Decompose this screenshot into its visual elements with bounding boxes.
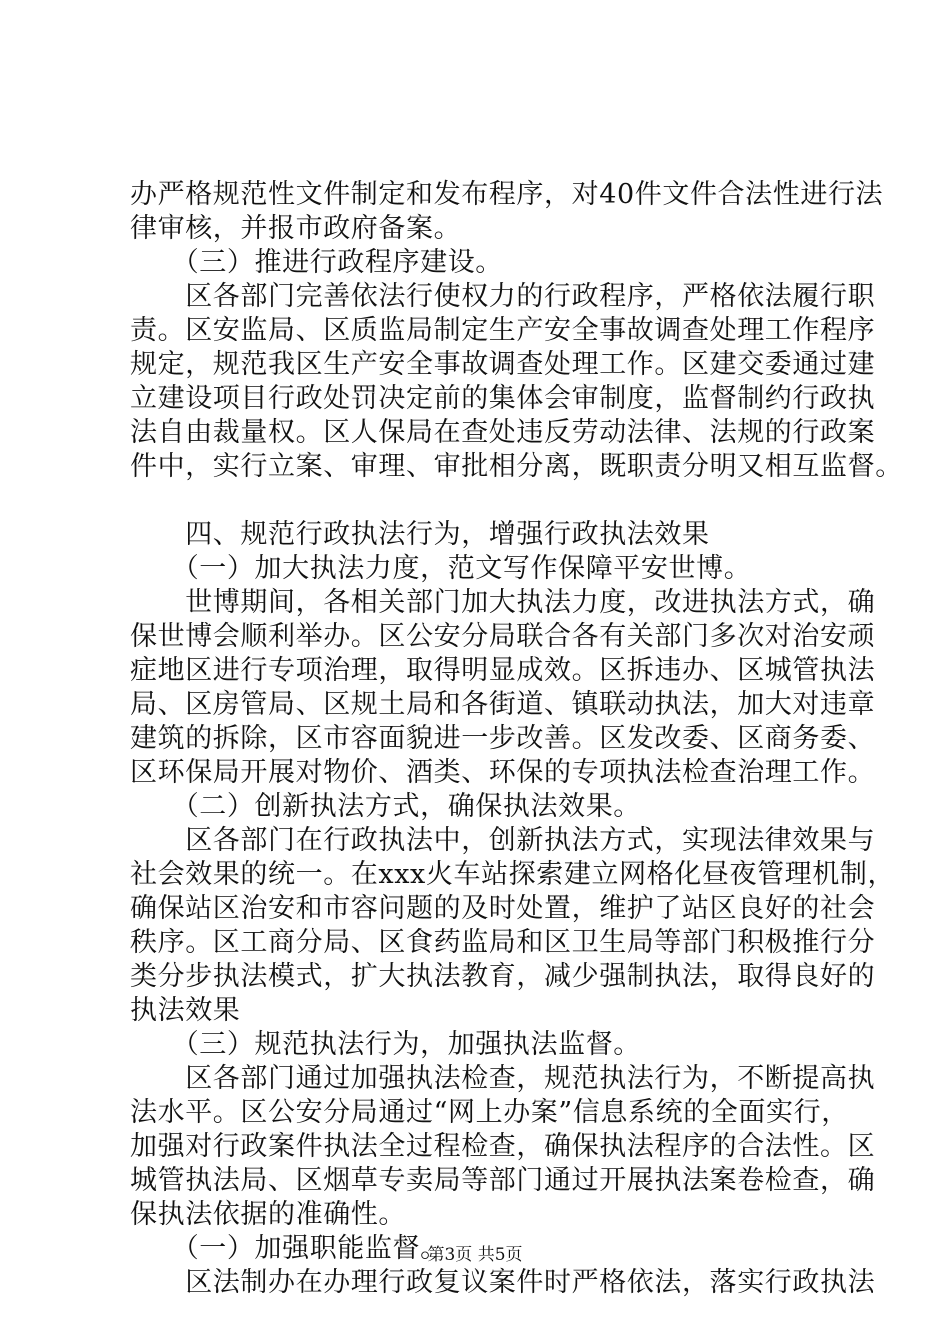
- text-line: 加强对行政案件执法全过程检查，确保执法程序的合法性。区: [130, 1131, 876, 1162]
- section-heading: （三）规范执法行为，加强执法监督。: [130, 1029, 641, 1060]
- text-line: 区各部门完善依法行使权力的行政程序，严格依法履行职: [130, 281, 876, 312]
- paragraph-gap: [130, 484, 830, 518]
- document-body: [130, 178, 903, 1300]
- text-line: 法水平。区公安分局通过“网上办案”信息系统的全面实行，: [130, 1097, 849, 1128]
- text-line: 区各部门通过加强执法检查，规范执法行为，不断提高执: [130, 1063, 876, 1094]
- text-line: 法自由裁量权。区人保局在查处违反劳动法律、法规的行政案: [130, 417, 876, 448]
- section-heading: （三）推进行政程序建设。: [130, 247, 503, 278]
- text-line: 区环保局开展对物价、酒类、环保的专项执法检查治理工作。: [130, 757, 876, 788]
- text-line: 城管执法局、区烟草专卖局等部门通过开展执法案卷检查，确: [130, 1165, 876, 1196]
- text-line: 确保站区治安和市容问题的及时处置，维护了站区良好的社会: [130, 893, 876, 924]
- text-line: 件中，实行立案、审理、审批相分离，既职责分明又相互监督。: [130, 451, 903, 482]
- text-line: 局、区房管局、区规土局和各街道、镇联动执法，加大对违章: [130, 689, 876, 720]
- text-line: 保世博会顺利举办。区公安分局联合各有关部门多次对治安顽: [130, 621, 876, 652]
- text-line: 律审核，并报市政府备案。: [130, 213, 462, 244]
- section-heading: （一）加大执法力度，范文写作保障平安世博。: [130, 553, 752, 584]
- text-line: 症地区进行专项治理，取得明显成效。区拆违办、区城管执法: [130, 655, 876, 686]
- text-line: 执法效果: [130, 995, 241, 1026]
- text-line: 立建设项目行政处罚决定前的集体会审制度，监督制约行政执: [130, 383, 876, 414]
- text-line: 类分步执法模式，扩大执法教育，减少强制执法，取得良好的: [130, 961, 876, 992]
- text-line: 责。区安监局、区质监局制定生产安全事故调查处理工作程序: [130, 315, 876, 346]
- text-line: 区法制办在办理行政复议案件时严格依法，落实行政执法: [130, 1267, 876, 1298]
- page-number-footer: 第3页 共5页: [427, 1245, 523, 1265]
- chapter-heading: 四、规范行政执法行为，增强行政执法效果: [130, 519, 710, 550]
- section-heading: （二）创新执法方式，确保执法效果。: [130, 791, 641, 822]
- text-line: 保执法依据的准确性。: [130, 1199, 406, 1230]
- text-line: 办严格规范性文件制定和发布程序，对40件文件合法性进行法: [130, 179, 884, 210]
- section-heading: （一）加强职能监督。: [130, 1233, 448, 1264]
- text-line: 区各部门在行政执法中，创新执法方式，实现法律效果与: [130, 825, 876, 856]
- text-line: 规定，规范我区生产安全事故调查处理工作。区建交委通过建: [130, 349, 876, 380]
- text-line: 秩序。区工商分局、区食药监局和区卫生局等部门积极推行分: [130, 927, 876, 958]
- text-line: 建筑的拆除，区市容面貌进一步改善。区发改委、区商务委、: [130, 723, 876, 754]
- text-line: 世博期间，各相关部门加大执法力度，改进执法方式，确: [130, 587, 876, 618]
- text-line: 社会效果的统一。在xxx火车站探索建立网格化昼夜管理机制，: [130, 859, 896, 890]
